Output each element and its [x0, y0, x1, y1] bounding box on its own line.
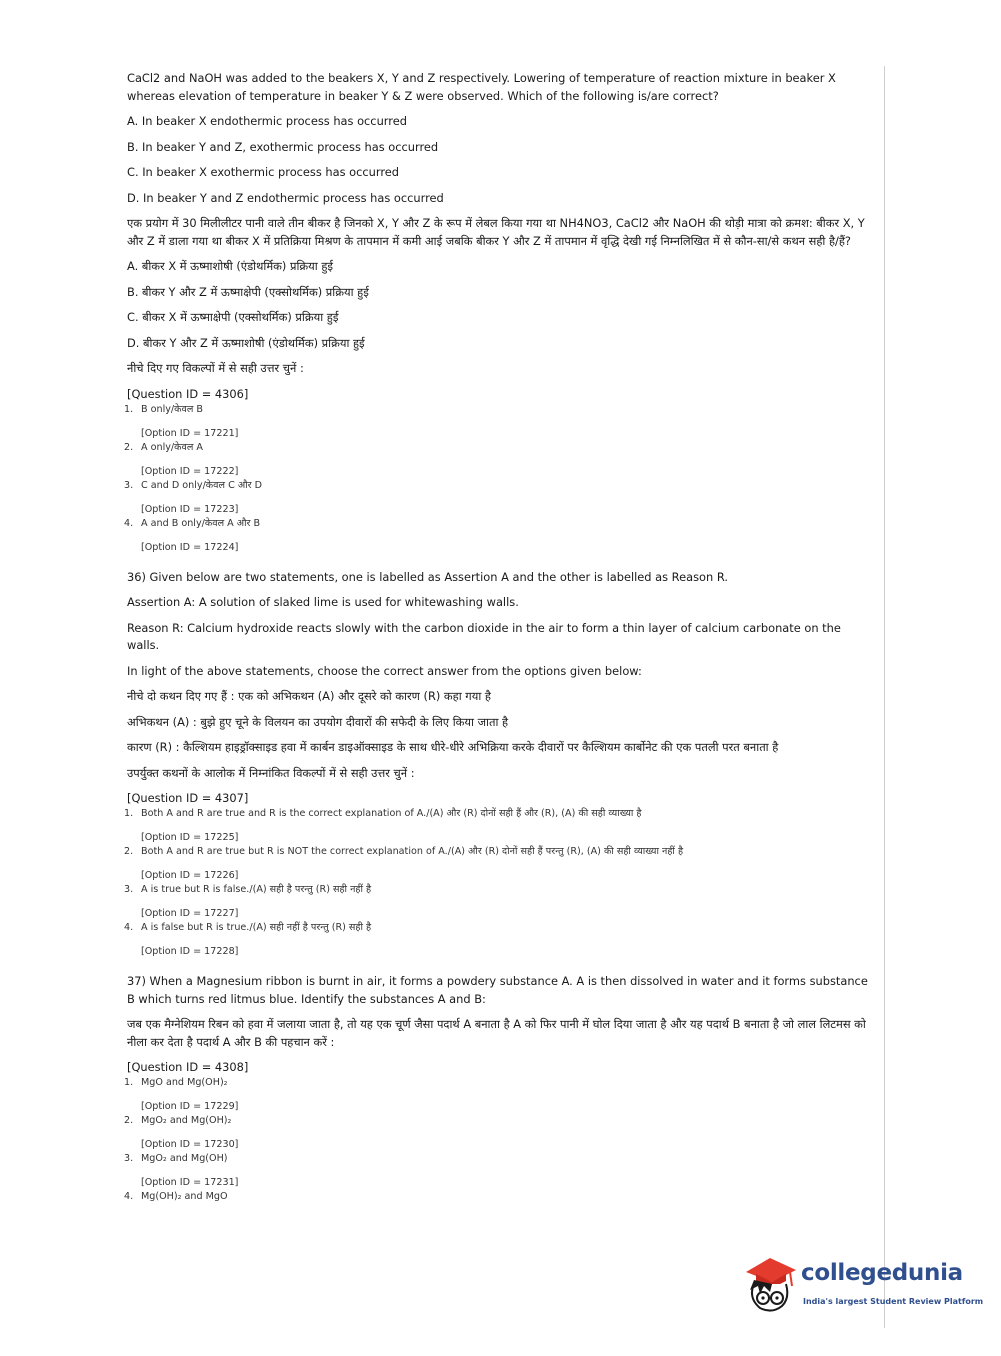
question-content: [124, 70, 872, 1204]
q36-reason-en: Reason R: Calcium hydroxide reacts slowly with the carbon dioxide in the air to form a thin layer of calcium carbonate on the walls.: [127, 620, 841, 652]
option-text: Both A and R are true and R is the correct explanation of A./(A) और (R) दोनों सही हैं और (R), (A) की सही व्याख्या है: [141, 808, 642, 819]
question-37: [124, 973, 872, 1204]
option-text: A only/केवल A: [141, 441, 203, 453]
q37-question-id: [Question ID = 4308]: [127, 1060, 249, 1074]
q35-option-2[interactable]: [124, 441, 872, 455]
q35-intro-hi: एक प्रयोग में 30 मिलीलीटर पानी वाले तीन बीकर है जिनको X, Y और Z के रूप में लेबल किया गया था NH4NO3, CaCl2 और NaOH की थोड़ी मात्रा को क्रमश: बीकर X, Y और Z में डाला गया था बीकर X में प्रतिक्रिया मिश्रण के तापमान में कमी आई जबकि बीकर Y और Z में तापमान में वृद्धि देखी गई निम्नलिखित में से कौन-सा/से कथन सही है/हैं?: [127, 216, 865, 248]
q36-assertion-en: Assertion A: A solution of slaked lime is used for whitewashing walls.: [127, 595, 519, 609]
q36-option-1[interactable]: [124, 807, 872, 821]
option-number: 4.: [124, 922, 134, 933]
q35-question-id: [Question ID = 4306]: [127, 386, 249, 401]
logo-wordmark: collegedunia: [801, 1260, 963, 1286]
q37-stem-hi: जब एक मैग्नेशियम रिबन को हवा में जलाया जाता है, तो यह एक चूर्ण जैसा पदार्थ A बनाता है A को फिर पानी में घोल दिया जाता है और यह पदार्थ B बनाता है जो लाल लिटमस को नीला कर देता है पदार्थ A और B की पहचान करें :: [127, 1017, 866, 1049]
mascot-icon: [740, 1250, 800, 1314]
option-text: Mg(OH)₂ and MgO: [141, 1191, 228, 1202]
q35-option-2-id: [Option ID = 17222]: [141, 465, 239, 477]
q35-option-3-id: [Option ID = 17223]: [141, 503, 239, 515]
q35-option-4-id: [Option ID = 17224]: [141, 541, 239, 553]
option-number: 1.: [124, 1077, 134, 1088]
q35-statement-c-hi: C. बीकर X में ऊष्माक्षेपी (एक्सोथर्मिक) प्रक्रिया हुई: [127, 310, 339, 324]
option-text: A is false but R is true./(A) सही नहीं है परन्तु (R) सही है: [141, 922, 372, 933]
q35-statement-a-hi: A. बीकर X में ऊष्माशोषी (एंडोथर्मिक) प्रक्रिया हुई: [127, 259, 333, 273]
option-text: MgO₂ and Mg(OH)₂: [141, 1115, 232, 1126]
q35-option-1-id: [Option ID = 17221]: [141, 427, 239, 439]
page-margin-line: [884, 66, 885, 1328]
q35-statement-a-en: A. In beaker X endothermic process has occurred: [127, 114, 407, 128]
q37-option-3[interactable]: [124, 1152, 872, 1166]
option-text: MgO₂ and Mg(OH): [141, 1153, 228, 1164]
collegedunia-logo[interactable]: [740, 1250, 984, 1316]
option-number: 3.: [124, 1153, 134, 1164]
q35-choose-hi: नीचे दिए गए विकल्पों में से सही उत्तर चुनें :: [127, 361, 304, 375]
q35-option-3[interactable]: [124, 479, 872, 493]
q36-stem-en: 36) Given below are two statements, one is labelled as Assertion A and the other is labelled as Reason R.: [127, 569, 728, 584]
q36-light-hi: उपर्युक्त कथनों के आलोक में निम्नांकित विकल्पों में से सही उत्तर चुनें :: [127, 765, 415, 780]
option-number: 1.: [124, 403, 134, 415]
q35-option-4[interactable]: [124, 517, 872, 531]
logo-tagline: India's largest Student Review Platform: [803, 1297, 984, 1306]
question-35: [124, 70, 872, 555]
q36-option-1-id: [Option ID = 17225]: [141, 832, 239, 843]
option-text: B only/केवल B: [141, 403, 203, 415]
q36-option-3[interactable]: [124, 883, 872, 897]
option-number: 4.: [124, 1191, 134, 1202]
option-text: A is true but R is false./(A) सही है परन्तु (R) सही नहीं है: [141, 884, 372, 895]
q37-option-2[interactable]: [124, 1114, 872, 1128]
option-number: 4.: [124, 517, 134, 529]
q37-option-1-id: [Option ID = 17229]: [141, 1101, 239, 1112]
q37-option-1[interactable]: [124, 1076, 872, 1090]
q35-statement-d-hi: D. बीकर Y और Z में ऊष्माशोषी (एंडोथर्मिक) प्रक्रिया हुई: [127, 335, 365, 350]
question-36: [124, 569, 872, 960]
q37-stem-en: 37) When a Magnesium ribbon is burnt in air, it forms a powdery substance A. A is then dissolved in water and it forms substance B which turns red litmus blue. Identify the substances A and B:: [127, 974, 868, 1006]
q35-intro-en: CaCl2 and NaOH was added to the beakers X, Y and Z respectively. Lowering of temperature of reaction mixture in beaker X whereas elevation of temperature in beaker Y & Z were observed. Which of the following is/are correct?: [127, 71, 836, 103]
option-number: 2.: [124, 846, 134, 857]
option-number: 2.: [124, 1115, 134, 1126]
q36-reason-hi: कारण (R) : कैल्शियम हाइड्रॉक्साइड हवा में कार्बन डाइऑक्साइड के साथ धीरे-धीरे अभिक्रिया करके दीवारों पर कैल्शियम कार्बोनेट की एक पतली परत बनाता है: [127, 740, 779, 754]
q37-option-2-id: [Option ID = 17230]: [141, 1139, 239, 1150]
q36-stem-hi: नीचे दो कथन दिए गए हैं : एक को अभिकथन (A) और दूसरे को कारण (R) कहा गया है: [127, 689, 491, 703]
q35-statement-b-hi: B. बीकर Y और Z में ऊष्माक्षेपी (एक्सोथर्मिक) प्रक्रिया हुई: [127, 284, 369, 299]
option-number: 3.: [124, 479, 134, 491]
q35-statement-c-en: C. In beaker X exothermic process has occurred: [127, 165, 400, 179]
option-text: A and B only/केवल A और B: [141, 517, 261, 529]
q35-option-1[interactable]: [124, 403, 872, 417]
q35-statement-b-en: B. In beaker Y and Z, exothermic process has occurred: [127, 139, 439, 154]
option-text: C and D only/केवल C और D: [141, 479, 262, 491]
q36-assertion-hi: अभिकथन (A) : बुझे हुए चूने के विलयन का उपयोग दीवारों की सफेदी के लिए किया जाता है: [127, 714, 509, 729]
option-text: MgO and Mg(OH)₂: [141, 1077, 228, 1088]
option-number: 2.: [124, 441, 134, 453]
q36-option-2[interactable]: [124, 845, 872, 859]
q36-option-2-id: [Option ID = 17226]: [141, 870, 239, 881]
q35-statement-d-en: D. In beaker Y and Z endothermic process has occurred: [127, 190, 444, 205]
q37-option-4[interactable]: [124, 1190, 872, 1204]
q36-light-en: In light of the above statements, choose the correct answer from the options given below:: [127, 663, 642, 678]
option-number: 1.: [124, 808, 134, 819]
q36-option-4[interactable]: [124, 921, 872, 935]
q36-question-id: [Question ID = 4307]: [127, 791, 249, 805]
option-text: Both A and R are true but R is NOT the correct explanation of A./(A) और (R) दोनों सही हैं परन्तु (R), (A) की सही व्याख्या नहीं है: [141, 846, 684, 857]
q36-option-4-id: [Option ID = 17228]: [141, 946, 239, 957]
option-number: 3.: [124, 884, 134, 895]
q37-option-3-id: [Option ID = 17231]: [141, 1177, 239, 1188]
q36-option-3-id: [Option ID = 17227]: [141, 908, 239, 919]
